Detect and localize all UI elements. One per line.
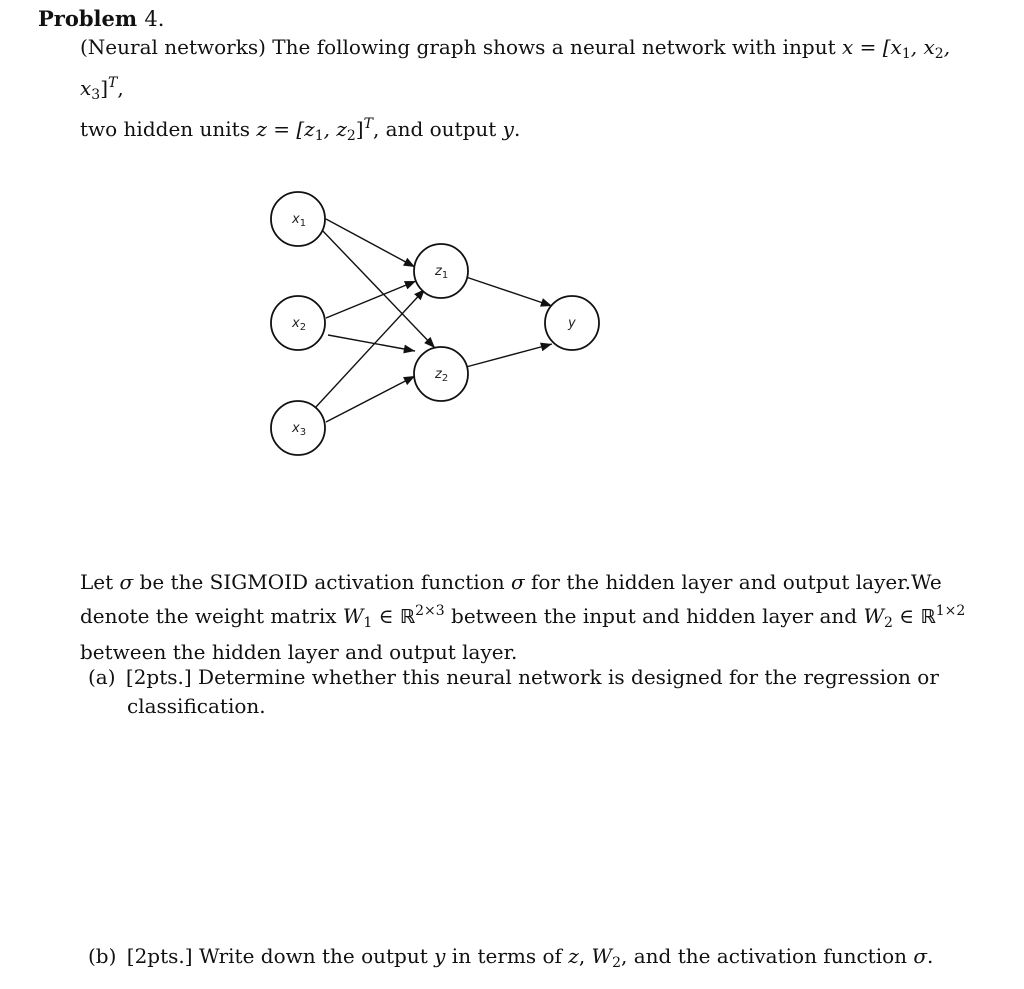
question-b <box>88 942 968 978</box>
question-a <box>88 663 968 721</box>
desc-w2-sub: 2 <box>884 615 893 631</box>
question-b-w-sub: 2 <box>612 955 622 971</box>
edge-x3-z1 <box>315 289 425 408</box>
question-a-points: [2pts.] <box>125 665 192 689</box>
label-x1: $x_1$ <box>292 212 307 229</box>
desc-dim-2: 1×2 <box>935 603 966 619</box>
question-b-points: [2pts.] <box>126 944 193 968</box>
desc-dim-1: 2×3 <box>415 603 445 619</box>
question-b-z: z <box>568 944 579 968</box>
activation-description <box>80 568 970 667</box>
intro-zbracket-close: ] <box>355 117 364 141</box>
problem-title <box>38 6 164 31</box>
edge-x3-z2 <box>326 376 415 422</box>
intro-sub-1: 1 <box>901 46 911 62</box>
neural-network-diagram <box>260 185 620 475</box>
question-a-text-1: Determine whether this neural network is designed for the regression or <box>198 665 939 689</box>
label-z2: $z_2$ <box>435 367 449 384</box>
question-a-label: (a) <box>88 665 116 689</box>
question-b-text-3: , and the activation function <box>621 944 914 968</box>
intro-text-1: (Neural networks) The following graph shows a neural network with input <box>80 35 842 59</box>
intro-sub-2: 2 <box>934 46 944 62</box>
question-b-label: (b) <box>88 944 117 968</box>
desc-w1-sub: 1 <box>363 615 373 631</box>
problem-number: 4. <box>144 7 165 31</box>
intro-sub-3: 3 <box>91 87 101 103</box>
desc-text-1a: Let <box>80 570 120 594</box>
problem-heading: Problem <box>38 6 138 31</box>
desc-in-1: ∈ <box>372 604 400 628</box>
intro-end: . <box>513 117 521 141</box>
intro-text-2: two hidden units <box>80 117 257 141</box>
desc-sigma-1: σ <box>119 570 134 594</box>
label-y: y <box>568 316 576 331</box>
intro-bracket-close: ] <box>100 76 109 100</box>
desc-text-1b: be the SIGMOID activation function <box>133 570 511 594</box>
desc-text-2a: denote the weight matrix <box>80 604 343 628</box>
label-x3: $x_3$ <box>292 421 307 438</box>
desc-in-2: ∈ <box>892 604 921 628</box>
intro-zsup-t: T <box>363 116 373 132</box>
desc-text-1c: for the hidden layer and output layer.We <box>524 570 942 594</box>
question-b-w: W <box>591 944 613 968</box>
question-b-sigma: σ <box>913 944 928 968</box>
edge-x2-z2 <box>328 335 415 351</box>
desc-w1: W <box>342 604 364 628</box>
edge-z2-y <box>466 344 552 367</box>
edge-z1-y <box>466 277 552 306</box>
intro-zsub-1: 1 <box>314 128 324 144</box>
question-b-end: . <box>927 944 934 968</box>
intro-sup-t: T <box>108 75 118 91</box>
desc-text-2b: between the input and hidden layer and <box>444 604 864 628</box>
desc-text-3: between the hidden layer and output layer. <box>80 640 518 664</box>
intro-text-3: , and output <box>372 117 503 141</box>
desc-reals-2: ℝ <box>920 606 936 628</box>
desc-w2: W <box>863 604 885 628</box>
intro-zcomma: , z <box>323 117 347 141</box>
desc-sigma-2: σ <box>510 570 525 594</box>
intro-eq-x: x = [x <box>842 35 902 59</box>
edge-x1-z1 <box>326 219 415 267</box>
label-x2: $x_2$ <box>292 316 307 333</box>
question-b-comma: , <box>578 944 592 968</box>
intro-comma-2: , x <box>80 35 951 100</box>
question-b-text-1: Write down the output <box>198 944 435 968</box>
intro-zsub-2: 2 <box>346 128 356 144</box>
question-b-text-2: in terms of <box>445 944 569 968</box>
desc-reals-1: ℝ <box>399 606 416 628</box>
problem-intro <box>80 33 980 151</box>
intro-trail: , <box>117 76 124 100</box>
label-z1: $z_1$ <box>435 264 449 281</box>
question-b-y: y <box>434 944 446 968</box>
intro-eq-z: z = [z <box>256 117 315 141</box>
question-a-text-2: classification. <box>127 694 266 718</box>
intro-y: y <box>502 117 514 141</box>
intro-comma-1: , x <box>910 35 935 59</box>
